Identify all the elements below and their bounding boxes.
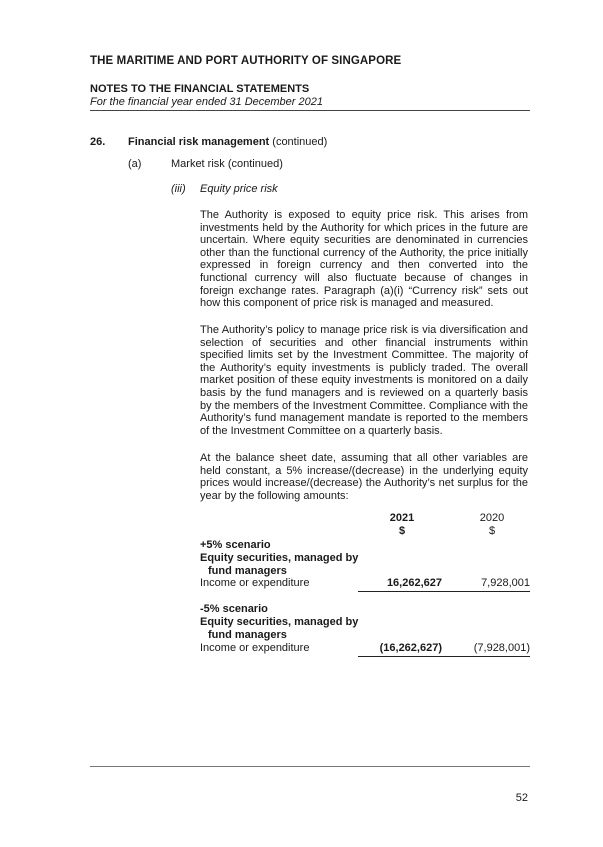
scenario-minus-category-line1: Equity securities, managed by xyxy=(200,616,359,628)
column-year-2021: 2021 xyxy=(389,512,415,524)
section-title-main: Financial risk management xyxy=(128,136,270,148)
organization-name: THE MARITIME AND PORT AUTHORITY OF SINGAPORE xyxy=(90,55,402,67)
scenario-plus-row-label: Income or expenditure xyxy=(200,577,310,589)
scenario-minus-underline xyxy=(358,656,530,657)
paragraph-sensitivity: At the balance sheet date, assuming that all other variables are held constant, a 5% increase/(decrease) in the underlying equity prices would increase/(decrease) the Authority’s net surplus for the year by the following amounts: xyxy=(200,452,528,502)
scenario-plus-category-line2: fund managers xyxy=(208,565,287,577)
notes-title: NOTES TO THE FINANCIAL STATEMENTS xyxy=(90,83,310,95)
scenario-plus-category-line1: Equity securities, managed by xyxy=(200,552,359,564)
scenario-minus-value-2021: (16,262,627) xyxy=(379,642,442,654)
subsubsection-title: Equity price risk xyxy=(200,183,278,195)
section-title xyxy=(128,136,327,148)
period-subtitle: For the financial year ended 31 December 2021 xyxy=(90,96,323,108)
footer-divider xyxy=(90,766,530,767)
header-divider xyxy=(90,110,530,111)
column-unit-2020: $ xyxy=(488,525,496,537)
section-number: 26. xyxy=(90,136,106,148)
paragraph-policy: The Authority’s policy to manage price risk is via diversification and selection of securities and other financial instruments within specified limits set by the Investment Committee. The majority of the Authority’s equity investments is publicly traded. The overall market position of these equity investments is monitored on a daily basis by the fund managers and is reviewed on a quarterly basis by the members of the Investment Committee. Compliance with the Authority’s fund management mandate is reported to the members of the Investment Committee on a quarterly basis. xyxy=(200,324,528,437)
subsection-letter: (a) xyxy=(128,158,142,170)
page-number: 52 xyxy=(515,792,528,804)
scenario-plus-value-2020: 7,928,001 xyxy=(481,577,530,589)
column-unit-2021: $ xyxy=(398,525,406,537)
scenario-minus-value-2020: (7,928,001) xyxy=(473,642,530,654)
subsubsection-numeral: (iii) xyxy=(171,183,186,195)
paragraph-exposure: The Authority is exposed to equity price risk. This arises from investments held by the Authority for which prices in the future are uncertain. Where equity securities are denominated in currencies other than the functional currency of the Authority, the price initially expressed in foreign currency and then converted into the functional currency will also fluctuate because of changes in foreign exchange rates. Paragraph (a)(i) “Currency risk” sets out how this component of price risk is managed and measured. xyxy=(200,209,528,310)
scenario-plus-label: +5% scenario xyxy=(200,539,271,551)
scenario-minus-label: -5% scenario xyxy=(200,603,268,615)
scenario-minus-row-label: Income or expenditure xyxy=(200,642,310,654)
section-title-suffix: (continued) xyxy=(272,136,328,148)
subsection-title: Market risk (continued) xyxy=(171,158,283,170)
scenario-minus-category-line2: fund managers xyxy=(208,629,287,641)
scenario-plus-underline xyxy=(358,591,530,592)
scenario-plus-value-2021: 16,262,627 xyxy=(386,577,442,589)
column-year-2020: 2020 xyxy=(479,512,505,524)
